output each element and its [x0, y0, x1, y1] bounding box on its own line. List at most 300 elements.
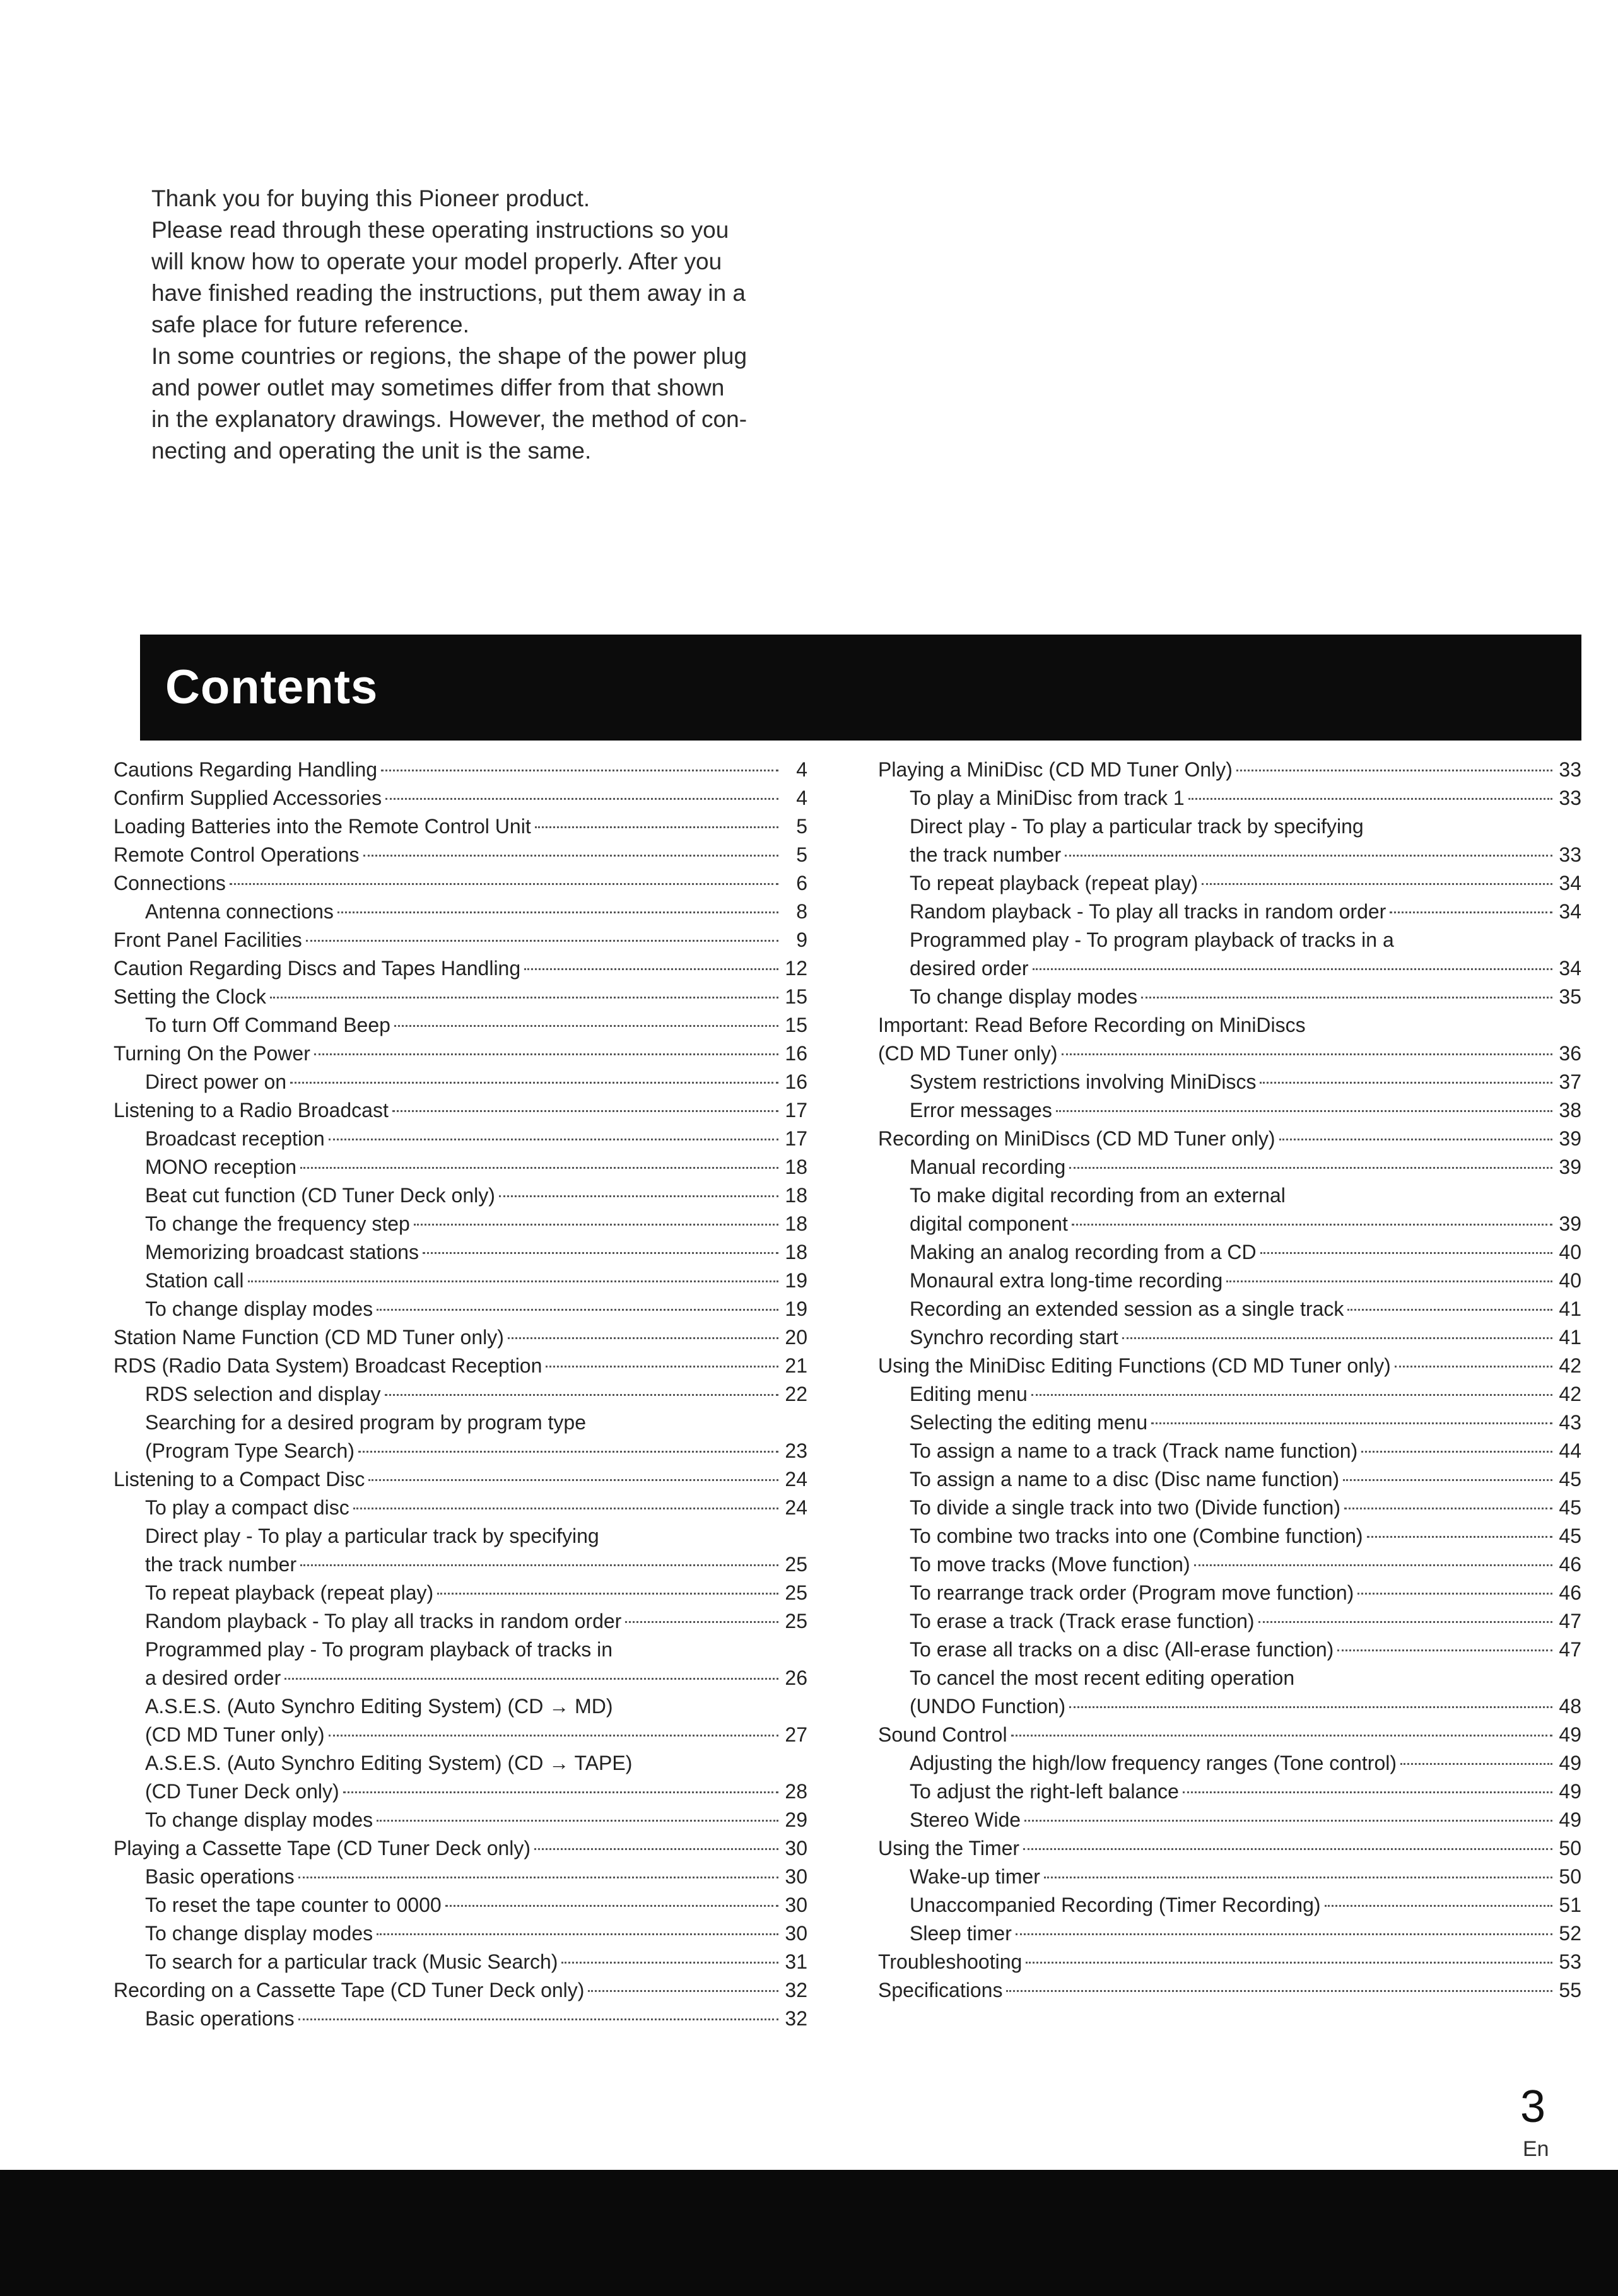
toc-entry-title: Loading Batteries into the Remote Control Unit	[114, 815, 531, 838]
toc-entry-page: 49	[1559, 1808, 1581, 1831]
toc-entry-page: 45	[1559, 1525, 1581, 1547]
toc-entry-page: 21	[785, 1354, 807, 1377]
toc-leader-dots	[1260, 1082, 1552, 1084]
toc-entry	[878, 1153, 1581, 1181]
toc-leader-dots	[1367, 1536, 1552, 1538]
toc-entry	[114, 1721, 807, 1749]
toc-entry-title: A.S.E.S. (Auto Synchro Editing System) (CD → MD)	[145, 1695, 613, 1718]
toc-entry-title: Turning On the Power	[114, 1042, 310, 1065]
toc-entry-title: To change display modes	[910, 985, 1138, 1008]
toc-entry-title: To cancel the most recent editing operation	[910, 1666, 1295, 1689]
toc-entry	[878, 1437, 1581, 1465]
toc-entry-title: Stereo Wide	[910, 1808, 1021, 1831]
toc-entry	[114, 1494, 807, 1522]
toc-entry-page: 33	[1559, 787, 1581, 809]
toc-entry-title: Monaural extra long-time recording	[910, 1269, 1223, 1292]
toc-entry-page: 34	[1559, 872, 1581, 894]
toc-entry	[878, 954, 1581, 983]
toc-entry-title: To change display modes	[145, 1297, 373, 1320]
toc-entry	[114, 1664, 807, 1692]
toc-leader-dots	[353, 1508, 778, 1509]
toc-leader-dots	[1069, 1167, 1552, 1169]
toc-entry-title: Specifications	[878, 1979, 1003, 2001]
toc-entry-title: To divide a single track into two (Divide function)	[910, 1496, 1340, 1519]
toc-entry	[878, 1040, 1581, 1068]
toc-entry-page: 44	[1559, 1439, 1581, 1462]
toc-entry-page: 45	[1559, 1468, 1581, 1491]
toc-entry-page: 29	[785, 1808, 807, 1831]
toc-entry	[114, 1579, 807, 1607]
toc-entry-title: RDS selection and display	[145, 1383, 381, 1405]
toc-entry-page: 19	[785, 1297, 807, 1320]
toc-entry-title: Sound Control	[878, 1723, 1007, 1746]
toc-entry-title: Playing a Cassette Tape (CD Tuner Deck only)	[114, 1837, 531, 1860]
toc-entry-title: Listening to a Radio Broadcast	[114, 1099, 389, 1122]
toc-entry-page: 34	[1559, 957, 1581, 980]
toc-entry-page: 39	[1559, 1212, 1581, 1235]
toc-leader-dots	[377, 1309, 778, 1311]
toc-entry-title: RDS (Radio Data System) Broadcast Reception	[114, 1354, 542, 1377]
toc-entry	[114, 1636, 807, 1664]
toc-entry-title: Caution Regarding Discs and Tapes Handling	[114, 957, 521, 980]
toc-entry-page: 8	[796, 900, 807, 923]
toc-entry-page: 32	[785, 1979, 807, 2001]
toc-entry-title: Station Name Function (CD MD Tuner only)	[114, 1326, 504, 1349]
toc-entry-page: 36	[1559, 1042, 1581, 1065]
toc-entry	[878, 1579, 1581, 1607]
toc-entry	[114, 1550, 807, 1579]
toc-entry-page: 5	[796, 843, 807, 866]
toc-entry-page: 18	[785, 1241, 807, 1263]
toc-entry	[878, 1749, 1581, 1778]
contents-header-bar	[140, 635, 1581, 741]
toc-entry	[114, 1692, 807, 1721]
toc-entry	[878, 983, 1581, 1011]
toc-leader-dots	[1062, 1053, 1553, 1055]
toc-entry-title: Selecting the editing menu	[910, 1411, 1148, 1434]
toc-entry-title: To move tracks (Move function)	[910, 1553, 1190, 1576]
toc-entry-page: 23	[785, 1439, 807, 1462]
toc-entry-title: (Program Type Search)	[145, 1439, 355, 1462]
toc-entry	[878, 1096, 1581, 1125]
toc-entry-title: To change the frequency step	[145, 1212, 410, 1235]
toc-entry-title: MONO reception	[145, 1156, 297, 1178]
toc-entry	[878, 812, 1581, 841]
toc-leader-dots	[1347, 1309, 1552, 1311]
toc-leader-dots	[1026, 1962, 1552, 1964]
toc-entry	[114, 1919, 807, 1948]
toc-entry-page: 18	[785, 1212, 807, 1235]
toc-entry-title: To change display modes	[145, 1922, 373, 1945]
toc-entry-page: 49	[1559, 1780, 1581, 1803]
toc-entry-page: 4	[796, 787, 807, 809]
toc-entry-title: To rearrange track order (Program move function)	[910, 1581, 1354, 1604]
toc-leader-dots	[377, 1933, 778, 1935]
toc-entry-page: 49	[1559, 1723, 1581, 1746]
toc-entry	[114, 1323, 807, 1352]
toc-entry	[114, 1011, 807, 1040]
toc-entry	[878, 898, 1581, 926]
toc-entry-page: 40	[1559, 1269, 1581, 1292]
toc-entry	[878, 1607, 1581, 1636]
toc-entry-page: 25	[785, 1610, 807, 1632]
toc-entry-page: 5	[796, 815, 807, 838]
toc-entry	[878, 1721, 1581, 1749]
toc-entry	[114, 1806, 807, 1834]
toc-entry	[114, 1749, 807, 1778]
toc-entry-page: 16	[785, 1042, 807, 1065]
toc-entry-title: desired order	[910, 957, 1029, 980]
toc-entry-title: To assign a name to a track (Track name function)	[910, 1439, 1358, 1462]
toc-leader-dots	[546, 1366, 778, 1368]
intro-line: safe place for future reference.	[151, 312, 469, 337]
toc-entry-page: 49	[1559, 1752, 1581, 1774]
toc-entry-page: 43	[1559, 1411, 1581, 1434]
toc-entry-page: 6	[796, 872, 807, 894]
toc-entry-title: Broadcast reception	[145, 1127, 325, 1150]
toc-entry-page: 19	[785, 1269, 807, 1292]
toc-entry-title: To change display modes	[145, 1808, 373, 1831]
toc-entry-title: (CD MD Tuner only)	[878, 1042, 1058, 1065]
toc-entry	[114, 1040, 807, 1068]
toc-entry-title: Recording on MiniDiscs (CD MD Tuner only)	[878, 1127, 1275, 1150]
toc-entry-page: 12	[785, 957, 807, 980]
page-number: 3	[1520, 2082, 1546, 2132]
toc-entry	[114, 1125, 807, 1153]
toc-leader-dots	[300, 1167, 778, 1169]
toc-leader-dots	[300, 1564, 778, 1566]
toc-entry-page: 53	[1559, 1950, 1581, 1973]
toc-entry-title: Cautions Regarding Handling	[114, 758, 378, 781]
toc-entry	[878, 1522, 1581, 1550]
toc-entry-page: 30	[785, 1922, 807, 1945]
toc-entry-page: 30	[785, 1837, 807, 1860]
intro-line: necting and operating the unit is the same.	[151, 438, 592, 464]
toc-entry-title: Playing a MiniDisc (CD MD Tuner Only)	[878, 758, 1233, 781]
toc-entry-title: Remote Control Operations	[114, 843, 360, 866]
toc-entry-page: 50	[1559, 1865, 1581, 1888]
toc-entry-page: 46	[1559, 1553, 1581, 1576]
toc-leader-dots	[588, 1990, 778, 1992]
toc-entry	[878, 1238, 1581, 1267]
toc-leader-dots	[1151, 1422, 1552, 1424]
toc-entry-page: 25	[785, 1581, 807, 1604]
toc-entry	[878, 1806, 1581, 1834]
toc-leader-dots	[1056, 1110, 1552, 1112]
toc-leader-dots	[306, 940, 778, 942]
toc-entry-page: 46	[1559, 1581, 1581, 1604]
toc-leader-dots	[270, 997, 778, 999]
toc-entry	[878, 1409, 1581, 1437]
toc-leader-dots	[377, 1820, 778, 1822]
toc-leader-dots	[1016, 1933, 1552, 1935]
toc-entry	[878, 1380, 1581, 1409]
toc-leader-dots	[414, 1224, 778, 1226]
toc-entry	[878, 1011, 1581, 1040]
toc-entry-title: System restrictions involving MiniDiscs	[910, 1070, 1257, 1093]
toc-entry-title: Programmed play - To program playback of tracks in	[145, 1638, 613, 1661]
toc-leader-dots	[230, 883, 778, 885]
toc-leader-dots	[1065, 855, 1552, 857]
toc-leader-dots	[248, 1280, 778, 1282]
toc-entry	[878, 1976, 1581, 2005]
toc-leader-dots	[1183, 1791, 1552, 1793]
language-code: En	[1523, 2137, 1549, 2161]
toc-entry-title: Setting the Clock	[114, 985, 266, 1008]
toc-entry	[114, 1465, 807, 1494]
intro-line: and power outlet may sometimes differ from that shown	[151, 375, 725, 401]
toc-entry	[878, 1210, 1581, 1238]
toc-entry-title: (CD MD Tuner only)	[145, 1723, 325, 1746]
toc-entry-title: Adjusting the high/low frequency ranges (Tone control)	[910, 1752, 1397, 1774]
toc-entry	[114, 1238, 807, 1267]
toc-entry-title: To repeat playback (repeat play)	[910, 872, 1199, 894]
toc-entry-title: Synchro recording start	[910, 1326, 1118, 1349]
toc-entry-page: 33	[1559, 843, 1581, 866]
toc-entry	[878, 1323, 1581, 1352]
toc-entry-page: 40	[1559, 1241, 1581, 1263]
toc-leader-dots	[437, 1593, 778, 1595]
toc-leader-dots	[534, 1848, 778, 1850]
toc-entry-title: Basic operations	[145, 1865, 295, 1888]
toc-entry	[878, 1267, 1581, 1295]
toc-leader-dots	[1011, 1735, 1552, 1737]
toc-entry	[114, 1863, 807, 1891]
toc-entry-page: 22	[785, 1383, 807, 1405]
toc-entry	[878, 1778, 1581, 1806]
toc-entry-page: 39	[1559, 1156, 1581, 1178]
toc-entry-page: 24	[785, 1496, 807, 1519]
toc-entry-page: 16	[785, 1070, 807, 1093]
toc-entry-page: 28	[785, 1780, 807, 1803]
toc-entry-title: To make digital recording from an external	[910, 1184, 1286, 1207]
toc-entry-title: Direct play - To play a particular track by specifying	[145, 1525, 599, 1547]
toc-entry-title: Random playback - To play all tracks in random order	[145, 1610, 622, 1632]
toc-leader-dots	[343, 1791, 778, 1793]
toc-entry-page: 42	[1559, 1354, 1581, 1377]
toc-leader-dots	[1325, 1905, 1552, 1907]
toc-entry-page: 18	[785, 1156, 807, 1178]
toc-entry	[114, 1352, 807, 1380]
toc-entry-title: To play a compact disc	[145, 1496, 349, 1519]
toc-entry-page: 30	[785, 1894, 807, 1916]
toc-entry	[114, 1976, 807, 2005]
toc-leader-dots	[1343, 1479, 1552, 1481]
toc-entry	[878, 1125, 1581, 1153]
toc-left-column	[114, 756, 807, 2033]
toc-entry-page: 39	[1559, 1127, 1581, 1150]
toc-entry-title: the track number	[145, 1553, 297, 1576]
toc-entry	[114, 1834, 807, 1863]
toc-entry-title: (CD Tuner Deck only)	[145, 1780, 339, 1803]
toc-entry	[878, 1919, 1581, 1948]
toc-leader-dots	[535, 826, 778, 828]
toc-entry-title: Beat cut function (CD Tuner Deck only)	[145, 1184, 495, 1207]
toc-right-column	[878, 756, 1581, 2005]
toc-entry-page: 41	[1559, 1297, 1581, 1320]
toc-leader-dots	[1141, 997, 1552, 999]
toc-entry-title: To search for a particular track (Music Search)	[145, 1950, 558, 1973]
toc-entry-title: Making an analog recording from a CD	[910, 1241, 1257, 1263]
toc-entry-title: Memorizing broadcast stations	[145, 1241, 419, 1263]
toc-leader-dots	[561, 1962, 778, 1964]
toc-leader-dots	[1044, 1877, 1552, 1878]
toc-leader-dots	[625, 1621, 778, 1623]
toc-leader-dots	[1361, 1451, 1552, 1453]
toc-leader-dots	[385, 798, 778, 800]
toc-entry-page: 27	[785, 1723, 807, 1746]
toc-leader-dots	[445, 1905, 778, 1907]
toc-entry-page: 37	[1559, 1070, 1581, 1093]
toc-entry	[114, 1295, 807, 1323]
toc-leader-dots	[1395, 1366, 1552, 1368]
toc-entry-page: 20	[785, 1326, 807, 1349]
toc-leader-dots	[363, 855, 778, 857]
toc-entry	[878, 1834, 1581, 1863]
toc-entry-title: Direct power on	[145, 1070, 287, 1093]
toc-entry-page: 33	[1559, 758, 1581, 781]
toc-entry-page: 55	[1559, 1979, 1581, 2001]
toc-entry-title: Recording on a Cassette Tape (CD Tuner Deck only)	[114, 1979, 585, 2001]
toc-entry	[878, 1465, 1581, 1494]
toc-leader-dots	[392, 1110, 778, 1112]
toc-entry	[114, 756, 807, 784]
toc-entry-page: 24	[785, 1468, 807, 1491]
toc-entry	[114, 869, 807, 898]
toc-leader-dots	[381, 770, 778, 771]
toc-entry-title: To play a MiniDisc from track 1	[910, 787, 1185, 809]
toc-entry	[114, 841, 807, 869]
toc-entry	[114, 1948, 807, 1976]
toc-entry-title: To combine two tracks into one (Combine function)	[910, 1525, 1363, 1547]
toc-entry-title: Using the Timer	[878, 1837, 1020, 1860]
toc-entry	[878, 1863, 1581, 1891]
toc-entry-title: Sleep timer	[910, 1922, 1012, 1945]
toc-entry	[878, 926, 1581, 954]
intro-text	[151, 183, 839, 467]
toc-entry-title: To assign a name to a disc (Disc name function)	[910, 1468, 1340, 1491]
toc-entry-page: 18	[785, 1184, 807, 1207]
toc-leader-dots	[394, 1025, 778, 1027]
toc-leader-dots	[368, 1479, 778, 1481]
toc-leader-dots	[1031, 1394, 1552, 1396]
toc-entry-title: a desired order	[145, 1666, 281, 1689]
toc-entry-page: 26	[785, 1666, 807, 1689]
toc-entry-page: 42	[1559, 1383, 1581, 1405]
toc-entry	[114, 1409, 807, 1437]
toc-entry	[878, 1550, 1581, 1579]
toc-entry	[114, 1267, 807, 1295]
toc-entry-page: 41	[1559, 1326, 1581, 1349]
toc-entry-title: To reset the tape counter to 0000	[145, 1894, 442, 1916]
toc-entry	[878, 1692, 1581, 1721]
toc-entry-title: Front Panel Facilities	[114, 928, 302, 951]
toc-leader-dots	[337, 911, 778, 913]
toc-entry-title: Unaccompanied Recording (Timer Recording)	[910, 1894, 1321, 1916]
toc-leader-dots	[1236, 770, 1552, 771]
toc-entry	[878, 1636, 1581, 1664]
toc-entry-title: To erase a track (Track erase function)	[910, 1610, 1255, 1632]
toc-leader-dots	[290, 1082, 778, 1084]
toc-entry	[878, 1664, 1581, 1692]
toc-entry	[114, 1153, 807, 1181]
toc-entry	[114, 1096, 807, 1125]
toc-entry-page: 9	[796, 928, 807, 951]
toc-entry-title: Important: Read Before Recording on MiniDiscs	[878, 1014, 1306, 1036]
toc-leader-dots	[329, 1735, 779, 1737]
toc-entry-title: Confirm Supplied Accessories	[114, 787, 382, 809]
toc-entry	[878, 1948, 1581, 1976]
toc-leader-dots	[1279, 1139, 1552, 1140]
toc-leader-dots	[1024, 1820, 1552, 1822]
toc-entry-page: 17	[785, 1127, 807, 1150]
toc-entry-title: To repeat playback (repeat play)	[145, 1581, 434, 1604]
toc-entry-title: digital component	[910, 1212, 1068, 1235]
toc-entry	[878, 784, 1581, 812]
toc-entry-title: Editing menu	[910, 1383, 1028, 1405]
toc-entry-title: To adjust the right-left balance	[910, 1780, 1179, 1803]
toc-entry-page: 25	[785, 1553, 807, 1576]
intro-line: In some countries or regions, the shape of the power plug	[151, 343, 747, 369]
toc-entry-title: Troubleshooting	[878, 1950, 1023, 1973]
toc-leader-dots	[385, 1394, 778, 1396]
intro-line: Thank you for buying this Pioneer product.	[151, 185, 590, 211]
toc-entry	[114, 1607, 807, 1636]
toc-entry-title: Connections	[114, 872, 226, 894]
toc-leader-dots	[1072, 1224, 1552, 1226]
toc-entry-title: Direct play - To play a particular track by specifying	[910, 815, 1364, 838]
toc-entry	[878, 1181, 1581, 1210]
toc-entry-title: Station call	[145, 1269, 244, 1292]
toc-leader-dots	[1258, 1621, 1552, 1623]
toc-entry-page: 48	[1559, 1695, 1581, 1718]
toc-leader-dots	[1033, 968, 1552, 970]
intro-line: have finished reading the instructions, put them away in a	[151, 280, 746, 306]
toc-entry-page: 34	[1559, 900, 1581, 923]
toc-entry	[878, 1352, 1581, 1380]
toc-entry	[114, 898, 807, 926]
intro-line: will know how to operate your model properly. After you	[151, 249, 722, 274]
toc-entry-page: 45	[1559, 1496, 1581, 1519]
toc-leader-dots	[1023, 1848, 1552, 1850]
toc-entry-page: 52	[1559, 1922, 1581, 1945]
toc-entry	[114, 1891, 807, 1919]
toc-leader-dots	[1357, 1593, 1552, 1595]
toc-entry-title: Using the MiniDisc Editing Functions (CD MD Tuner only)	[878, 1354, 1391, 1377]
toc-entry	[878, 1295, 1581, 1323]
toc-leader-dots	[329, 1139, 778, 1140]
toc-entry-page: 38	[1559, 1099, 1581, 1122]
toc-leader-dots	[1337, 1649, 1552, 1651]
toc-leader-dots	[314, 1053, 778, 1055]
toc-entry-page: 32	[785, 2007, 807, 2030]
toc-leader-dots	[423, 1252, 778, 1254]
toc-entry	[878, 756, 1581, 784]
toc-entry	[114, 926, 807, 954]
toc-entry-page: 17	[785, 1099, 807, 1122]
toc-leader-dots	[298, 2018, 778, 2020]
toc-leader-dots	[1006, 1990, 1552, 1992]
toc-entry	[114, 1181, 807, 1210]
toc-entry	[114, 1210, 807, 1238]
toc-leader-dots	[358, 1451, 778, 1453]
toc-leader-dots	[508, 1337, 778, 1339]
toc-entry-page: 35	[1559, 985, 1581, 1008]
toc-entry-page: 51	[1559, 1894, 1581, 1916]
toc-entry	[114, 954, 807, 983]
toc-entry-page: 31	[785, 1950, 807, 1973]
toc-leader-dots	[1069, 1706, 1552, 1708]
